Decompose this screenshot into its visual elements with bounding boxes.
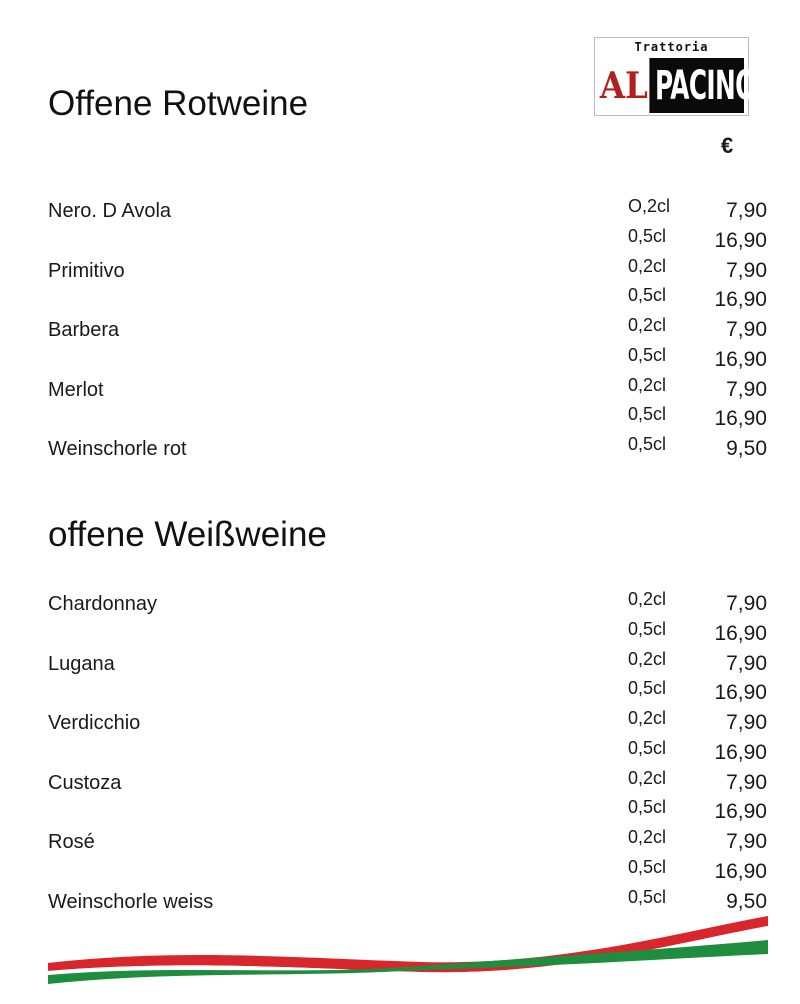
wine-price: 7,90 — [726, 830, 767, 853]
wine-name: Verdicchio — [48, 712, 141, 734]
wine-volume: 0,5cl — [628, 285, 667, 306]
wine-price: 9,50 — [726, 437, 767, 460]
restaurant-logo — [594, 37, 756, 116]
wine-volume: 0,5cl — [628, 434, 667, 454]
wine-price: 16,90 — [714, 228, 767, 252]
wine-volume: 0,5cl — [628, 618, 667, 639]
wine-volume: 0,2cl — [628, 767, 667, 788]
wine-price: 7,90 — [726, 199, 767, 222]
wine-row — [0, 374, 800, 407]
wine-price: 7,90 — [726, 318, 767, 341]
wine-row — [0, 225, 800, 258]
wine-volume: 0,5cl — [628, 678, 667, 699]
wine-price: 7,90 — [726, 377, 767, 401]
wine-row — [0, 710, 800, 740]
wine-row — [0, 317, 800, 347]
wine-name: Chardonnay — [48, 593, 157, 615]
wine-row — [0, 618, 800, 651]
wine-volume: 0,5cl — [628, 344, 667, 365]
wine-name: Lugana — [48, 652, 115, 675]
wine-row — [0, 436, 800, 466]
wine-name: Weinschorle weiss — [48, 890, 214, 913]
wine-volume: 0,2cl — [628, 827, 667, 847]
logo-name-text: PACINO — [655, 62, 756, 109]
wine-name: Barbera — [48, 319, 120, 341]
wine-row — [0, 648, 800, 681]
wine-row — [0, 767, 800, 800]
wine-row — [0, 591, 800, 621]
wine-row — [0, 255, 800, 288]
wine-volume: 0,5cl — [628, 737, 667, 758]
wine-price: 16,90 — [714, 681, 767, 705]
wine-row — [0, 737, 800, 770]
logo-al-text: AL — [599, 58, 650, 113]
wine-row — [0, 829, 800, 859]
wine-price: 7,90 — [726, 592, 767, 615]
wine-row — [0, 287, 800, 317]
currency-symbol: € — [721, 133, 734, 158]
wine-price: 16,90 — [714, 621, 767, 645]
wine-price: 7,90 — [726, 258, 767, 282]
wine-name: Rosé — [48, 831, 95, 853]
logo-top-text: Trattoria — [634, 40, 709, 54]
wine-price: 16,90 — [714, 407, 767, 431]
wine-name: Weinschorle rot — [48, 438, 187, 460]
wine-row — [0, 856, 800, 889]
wine-name: Primitivo — [48, 259, 125, 282]
wine-row — [0, 198, 800, 228]
section-title-white-wines: offene Weißweine — [48, 515, 327, 554]
wine-volume: 0,5cl — [628, 404, 667, 425]
wine-volume: 0,2cl — [628, 589, 667, 609]
italian-flag-wave — [0, 900, 800, 1004]
wine-name: Nero. D Avola — [48, 200, 172, 222]
wine-price: 16,90 — [714, 347, 767, 371]
wine-volume: O,2cl — [628, 196, 671, 216]
logo-bar — [599, 58, 756, 113]
wine-price: 7,90 — [726, 770, 767, 794]
wine-volume: 0,2cl — [628, 374, 667, 395]
wine-volume: 0,5cl — [628, 797, 667, 818]
wine-price: 16,90 — [714, 800, 767, 824]
wine-row — [0, 406, 800, 436]
wine-volume: 0,2cl — [628, 648, 667, 669]
wine-price: 7,90 — [726, 651, 767, 675]
wine-name: Custoza — [48, 771, 122, 794]
wine-volume: 0,5cl — [628, 856, 667, 877]
wine-volume: 0,2cl — [628, 708, 667, 728]
wine-row — [0, 344, 800, 377]
wine-price: 16,90 — [714, 740, 767, 764]
wine-price: 9,50 — [726, 889, 767, 913]
wine-volume: 0,2cl — [628, 255, 667, 276]
wine-price: 7,90 — [726, 711, 767, 734]
wine-name: Merlot — [48, 378, 104, 401]
wine-volume: 0,2cl — [628, 315, 667, 335]
wine-row — [0, 680, 800, 710]
wine-row — [0, 799, 800, 829]
wine-volume: 0,5cl — [628, 225, 667, 246]
wine-price: 16,90 — [714, 288, 767, 312]
wine-price: 16,90 — [714, 859, 767, 883]
wine-volume: 0,5cl — [628, 886, 667, 907]
section-title-red-wines: Offene Rotweine — [48, 84, 309, 123]
